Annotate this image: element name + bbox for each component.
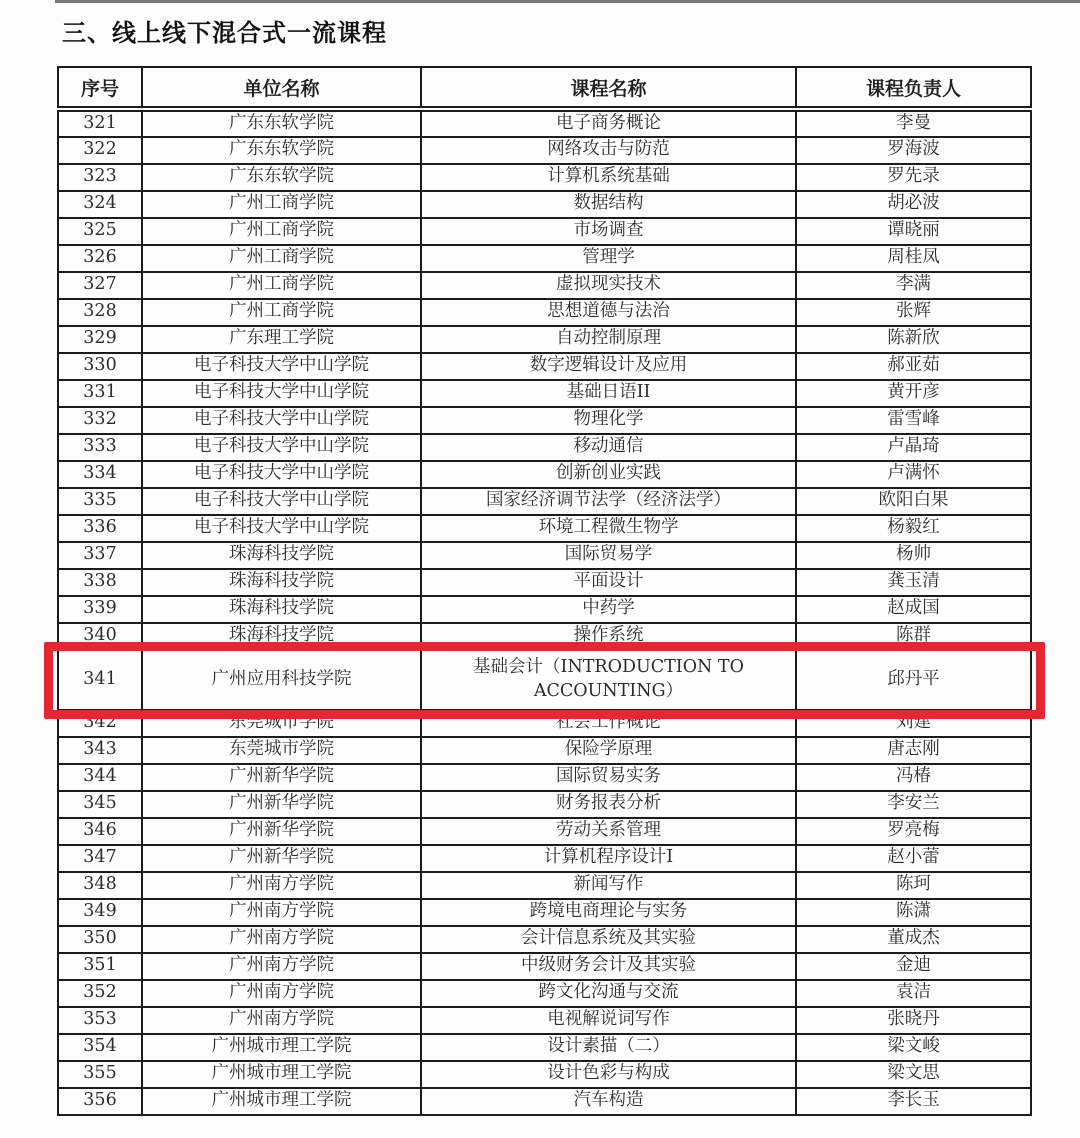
table-cell: 环境工程微生物学: [421, 515, 796, 542]
table-cell: 卢晶琦: [796, 434, 1031, 461]
table-cell: 广州工商学院: [142, 272, 421, 299]
table-cell: 广东东软学院: [142, 164, 421, 191]
table-cell: 广州新华学院: [142, 818, 421, 845]
table-row: [58, 245, 1031, 272]
table-cell: 广州新华学院: [142, 845, 421, 872]
table-cell: 339: [58, 596, 142, 623]
table-cell: 董成杰: [796, 926, 1031, 953]
table-cell: 广州南方学院: [142, 980, 421, 1007]
table-row: [58, 109, 1031, 137]
table-row: [58, 1034, 1031, 1061]
table-cell: 348: [58, 872, 142, 899]
table-cell: 广州工商学院: [142, 245, 421, 272]
table-row: [58, 1007, 1031, 1034]
table-cell: 广州新华学院: [142, 791, 421, 818]
table-cell: 广州城市理工学院: [142, 1034, 421, 1061]
table-cell: 国际贸易实务: [421, 764, 796, 791]
table-cell: 创新创业实践: [421, 461, 796, 488]
scan-edge-artifact: [55, 0, 1080, 3]
table-row: [58, 434, 1031, 461]
table-cell: 计算机系统基础: [421, 164, 796, 191]
table-cell: 336: [58, 515, 142, 542]
table-cell: 欧阳白果: [796, 488, 1031, 515]
table-cell: 331: [58, 380, 142, 407]
table-cell: 计算机程序设计I: [421, 845, 796, 872]
table-cell: 电子科技大学中山学院: [142, 407, 421, 434]
table-cell: 罗先录: [796, 164, 1031, 191]
table-row: [58, 596, 1031, 623]
table-cell: 赵小蕾: [796, 845, 1031, 872]
table-row: [58, 326, 1031, 353]
column-header: 课程负责人: [796, 67, 1031, 109]
table-cell: 广州应用科技学院: [142, 650, 421, 710]
table-row: [58, 137, 1031, 164]
table-cell: 陈珂: [796, 872, 1031, 899]
table-cell: 广东理工学院: [142, 326, 421, 353]
table-cell: 罗海波: [796, 137, 1031, 164]
table-cell: 谭晓丽: [796, 218, 1031, 245]
table-cell: 352: [58, 980, 142, 1007]
table-cell: 梁文思: [796, 1061, 1031, 1088]
table-cell: 电子科技大学中山学院: [142, 353, 421, 380]
table-cell: 基础会计（INTRODUCTION TO ACCOUNTING）: [421, 650, 796, 710]
table-cell: 陈新欣: [796, 326, 1031, 353]
table-cell: 国家经济调节法学（经济法学）: [421, 488, 796, 515]
table-cell: 基础日语II: [421, 380, 796, 407]
table-cell: 网络攻击与防范: [421, 137, 796, 164]
table-cell: 新闻写作: [421, 872, 796, 899]
table-cell: 335: [58, 488, 142, 515]
table-row: [58, 764, 1031, 791]
table-cell: 珠海科技学院: [142, 569, 421, 596]
table-row: [58, 845, 1031, 872]
table-cell: 电子商务概论: [421, 109, 796, 137]
table-cell: 321: [58, 109, 142, 137]
table-cell: 东莞城市学院: [142, 737, 421, 764]
table-cell: 思想道德与法治: [421, 299, 796, 326]
table-cell: 326: [58, 245, 142, 272]
column-header: 序号: [58, 67, 142, 109]
table-row: [58, 299, 1031, 326]
table-row: [58, 1088, 1031, 1115]
course-table: [57, 66, 1032, 1116]
table-cell: 龚玉清: [796, 569, 1031, 596]
table-cell: 广州城市理工学院: [142, 1061, 421, 1088]
table-cell: 343: [58, 737, 142, 764]
table-cell: 李安兰: [796, 791, 1031, 818]
table-cell: 李满: [796, 272, 1031, 299]
table-cell: 340: [58, 623, 142, 650]
table-cell: 350: [58, 926, 142, 953]
table-cell: 广州南方学院: [142, 899, 421, 926]
table-row: [58, 872, 1031, 899]
table-cell: 电子科技大学中山学院: [142, 515, 421, 542]
table-cell: 珠海科技学院: [142, 542, 421, 569]
table-cell: 广州工商学院: [142, 218, 421, 245]
table-cell: 周桂凤: [796, 245, 1031, 272]
table-row: [58, 407, 1031, 434]
table-cell: 数据结构: [421, 191, 796, 218]
column-header: 课程名称: [421, 67, 796, 109]
table-row: [58, 461, 1031, 488]
table-cell: 金迪: [796, 953, 1031, 980]
table-cell: 351: [58, 953, 142, 980]
table-cell: 342: [58, 710, 142, 737]
table-cell: 平面设计: [421, 569, 796, 596]
table-cell: 广州南方学院: [142, 1007, 421, 1034]
column-header: 单位名称: [142, 67, 421, 109]
table-cell: 广州南方学院: [142, 953, 421, 980]
table-cell: 中药学: [421, 596, 796, 623]
table-cell: 325: [58, 218, 142, 245]
table-header-row: [58, 67, 1031, 109]
table-cell: 电子科技大学中山学院: [142, 461, 421, 488]
table-cell: 唐志刚: [796, 737, 1031, 764]
table-cell: 广州城市理工学院: [142, 1088, 421, 1115]
table-cell: 广东东软学院: [142, 137, 421, 164]
table-row: [58, 899, 1031, 926]
table-row: [58, 1061, 1031, 1088]
table-cell: 杨帅: [796, 542, 1031, 569]
table-cell: 323: [58, 164, 142, 191]
table-row: [58, 818, 1031, 845]
table-cell: 中级财务会计及其实验: [421, 953, 796, 980]
table-cell: 334: [58, 461, 142, 488]
table-cell: 会计信息系统及其实验: [421, 926, 796, 953]
table-row: [58, 737, 1031, 764]
table-cell: 劳动关系管理: [421, 818, 796, 845]
table-cell: 自动控制原理: [421, 326, 796, 353]
table-cell: 张辉: [796, 299, 1031, 326]
table-cell: 汽车构造: [421, 1088, 796, 1115]
table-cell: 袁洁: [796, 980, 1031, 1007]
table-row: [58, 569, 1031, 596]
table-cell: 广东东软学院: [142, 109, 421, 137]
table-cell: 移动通信: [421, 434, 796, 461]
table-cell: 刘建: [796, 710, 1031, 737]
table-cell: 李长玉: [796, 1088, 1031, 1115]
table-row: [58, 191, 1031, 218]
table-cell: 赵成国: [796, 596, 1031, 623]
table-cell: 陈群: [796, 623, 1031, 650]
table-cell: 东莞城市学院: [142, 710, 421, 737]
table-cell: 保险学原理: [421, 737, 796, 764]
table-cell: 广州南方学院: [142, 926, 421, 953]
table-cell: 327: [58, 272, 142, 299]
table-cell: 财务报表分析: [421, 791, 796, 818]
table-row: [58, 650, 1031, 710]
table-cell: 电视解说词写作: [421, 1007, 796, 1034]
table-row: [58, 164, 1031, 191]
table-cell: 梁文峻: [796, 1034, 1031, 1061]
table-row: [58, 980, 1031, 1007]
table-row: [58, 953, 1031, 980]
table-cell: 珠海科技学院: [142, 623, 421, 650]
table-cell: 跨文化沟通与交流: [421, 980, 796, 1007]
table-cell: 李曼: [796, 109, 1031, 137]
table-cell: 数字逻辑设计及应用: [421, 353, 796, 380]
table-cell: 355: [58, 1061, 142, 1088]
table-cell: 328: [58, 299, 142, 326]
table-cell: 国际贸易学: [421, 542, 796, 569]
table-cell: 广州工商学院: [142, 299, 421, 326]
table-cell: 337: [58, 542, 142, 569]
table-cell: 跨境电商理论与实务: [421, 899, 796, 926]
table-cell: 电子科技大学中山学院: [142, 380, 421, 407]
table-cell: 操作系统: [421, 623, 796, 650]
table-cell: 卢满怀: [796, 461, 1031, 488]
table-row: [58, 353, 1031, 380]
table-cell: 郝亚茹: [796, 353, 1031, 380]
table-row: [58, 542, 1031, 569]
table-row: [58, 515, 1031, 542]
table-row: [58, 791, 1031, 818]
table-cell: 356: [58, 1088, 142, 1115]
table-row: [58, 488, 1031, 515]
table-cell: 广州工商学院: [142, 191, 421, 218]
table-cell: 陈潇: [796, 899, 1031, 926]
table-row: [58, 380, 1031, 407]
table-row: [58, 218, 1031, 245]
table-cell: 社会工作概论: [421, 710, 796, 737]
table-cell: 电子科技大学中山学院: [142, 488, 421, 515]
table-cell: 罗亮梅: [796, 818, 1031, 845]
table-cell: 广州新华学院: [142, 764, 421, 791]
table-cell: 322: [58, 137, 142, 164]
table-row: [58, 623, 1031, 650]
table-cell: 345: [58, 791, 142, 818]
table-cell: 张晓丹: [796, 1007, 1031, 1034]
table-cell: 346: [58, 818, 142, 845]
table-cell: 设计色彩与构成: [421, 1061, 796, 1088]
table-cell: 黄开彦: [796, 380, 1031, 407]
table-row: [58, 710, 1031, 737]
table-cell: 341: [58, 650, 142, 710]
page-title: 三、线上线下混合式一流课程: [62, 20, 387, 47]
table-cell: 354: [58, 1034, 142, 1061]
table-cell: 珠海科技学院: [142, 596, 421, 623]
table-cell: 347: [58, 845, 142, 872]
table-cell: 虚拟现实技术: [421, 272, 796, 299]
table-row: [58, 272, 1031, 299]
table-cell: 338: [58, 569, 142, 596]
table-cell: 329: [58, 326, 142, 353]
table-cell: 雷雪峰: [796, 407, 1031, 434]
table-cell: 333: [58, 434, 142, 461]
table-row: [58, 926, 1031, 953]
table-cell: 电子科技大学中山学院: [142, 434, 421, 461]
table-cell: 物理化学: [421, 407, 796, 434]
table-cell: 344: [58, 764, 142, 791]
table-cell: 330: [58, 353, 142, 380]
table-cell: 349: [58, 899, 142, 926]
table-cell: 胡必波: [796, 191, 1031, 218]
table-cell: 冯椿: [796, 764, 1031, 791]
table-cell: 杨毅红: [796, 515, 1031, 542]
table-cell: 邱丹平: [796, 650, 1031, 710]
table-cell: 广州南方学院: [142, 872, 421, 899]
table-cell: 324: [58, 191, 142, 218]
table-cell: 管理学: [421, 245, 796, 272]
table-cell: 353: [58, 1007, 142, 1034]
table-body: [58, 109, 1031, 1115]
table-cell: 市场调查: [421, 218, 796, 245]
table-cell: 332: [58, 407, 142, 434]
table-cell: 设计素描（二）: [421, 1034, 796, 1061]
